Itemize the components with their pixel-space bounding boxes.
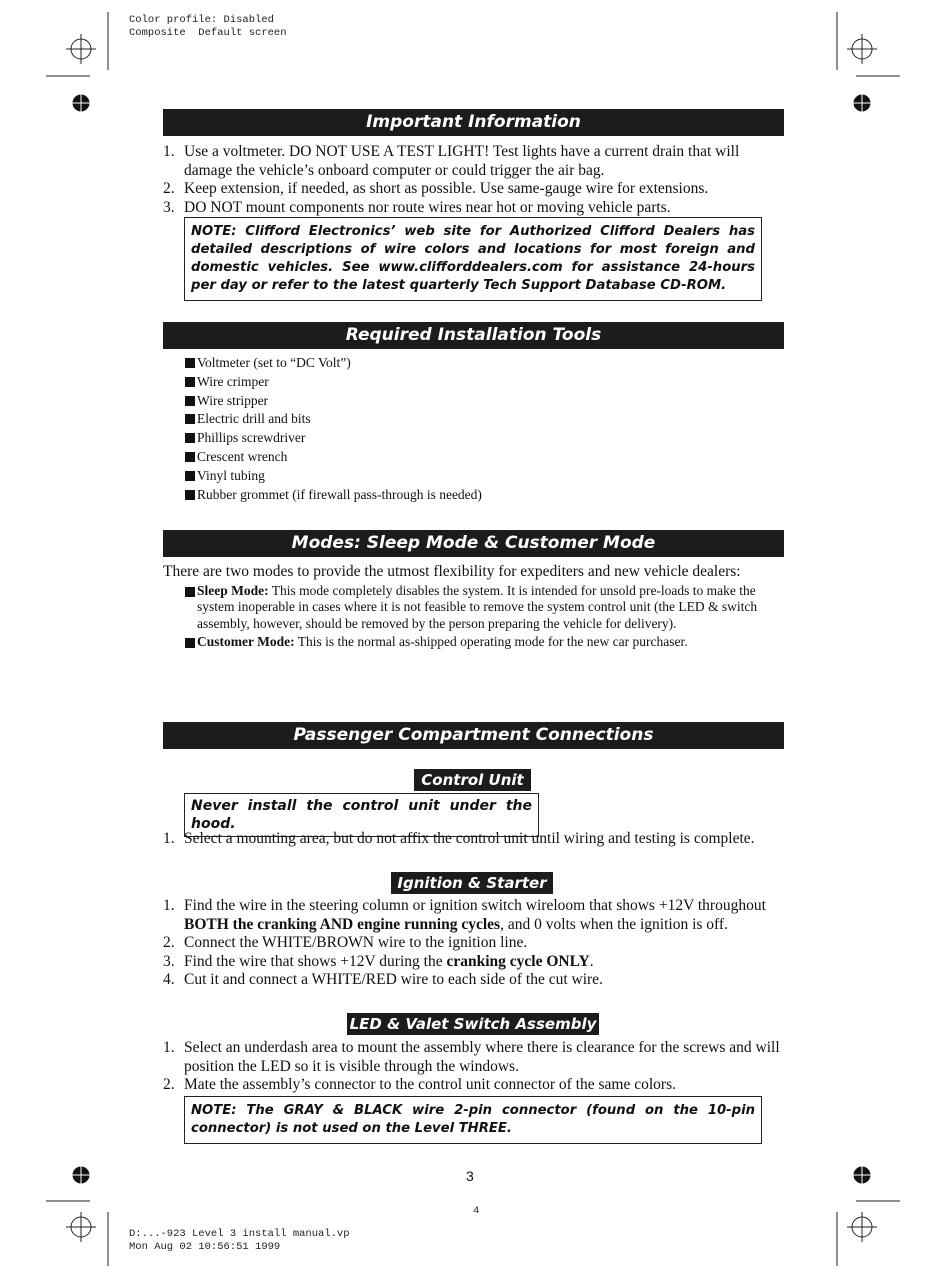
list-item: 2. Mate the assembly’s connector to the control unit connector of the same colors.: [163, 1076, 676, 1093]
list-item: 1. Use a voltmeter. DO NOT USE A TEST LIGHT! Test lights have a current drain that will damage the vehicle’s onboard computer or could trigger the air bag.: [163, 143, 740, 179]
list-item: Rubber grommet (if firewall pass-through is needed): [185, 486, 482, 505]
square-bullet-icon: [185, 396, 195, 406]
clifford-website-note: NOTE: Clifford Electronics’ web site for Authorized Clifford Dealers has detailed descriptions of wire colors and locations for most foreign and domestic vehicles. See www.clifforddealers.com for assistance 24-hours per day or refer to the latest quarterly Tech Support Database CD-ROM.: [184, 217, 762, 301]
list-item: 3. DO NOT mount components nor route wires near hot or moving vehicle parts.: [163, 198, 671, 216]
square-bullet-icon: [185, 414, 195, 424]
list-item: Crescent wrench: [185, 448, 482, 467]
control-unit-heading: Control Unit: [414, 769, 531, 791]
gray-black-connector-note: NOTE: The GRAY & BLACK wire 2-pin connector (found on the 10-pin connector) is not used on the Level THREE.: [184, 1096, 762, 1144]
led-valet-heading: LED & Valet Switch Assembly: [347, 1013, 599, 1035]
list-item: Sleep Mode: This mode completely disables the system. It is intended for unsold pre-loads to make the system inoperable in cases where it is not feasible to remove the system control unit (the LED & switch assembly, however, should be removed by the person preparing the vehicle for delivery).: [185, 583, 785, 632]
list-item: 1. Select an underdash area to mount the assembly where there is clearance for the screws and will position the LED so it is visible through the windows.: [163, 1039, 780, 1075]
ignition-heading: Ignition & Starter: [391, 872, 553, 894]
list-item: Wire stripper: [185, 392, 482, 411]
list-item: Customer Mode: This is the normal as-shipped operating mode for the new car purchaser.: [185, 634, 785, 650]
modes-heading: Modes: Sleep Mode & Customer Mode: [163, 530, 784, 557]
square-bullet-icon: [185, 433, 195, 443]
list-item: Electric drill and bits: [185, 410, 482, 429]
list-item: Voltmeter (set to “DC Volt”): [185, 354, 482, 373]
print-footer-file: D:...-923 Level 3 install manual.vp: [129, 1228, 350, 1240]
led-valet-list: [163, 1039, 784, 1095]
list-item: Phillips screwdriver: [185, 429, 482, 448]
list-item: 1. Find the wire in the steering column or ignition switch wireloom that shows +12V throughout BOTH the cranking AND engine running cycles, and 0 volts when the ignition is off.: [163, 897, 766, 933]
square-bullet-icon: [185, 358, 195, 368]
square-bullet-icon: [185, 490, 195, 500]
passenger-heading: Passenger Compartment Connections: [163, 722, 784, 749]
square-bullet-icon: [185, 587, 195, 597]
list-item: 2. Connect the WHITE/BROWN wire to the ignition line.: [163, 934, 528, 951]
tools-list: [185, 354, 482, 504]
list-item: 1. Select a mounting area, but do not affix the control unit until wiring and testing is complete.: [163, 830, 755, 847]
square-bullet-icon: [185, 638, 195, 648]
print-sheet-number: 4: [473, 1205, 480, 1217]
square-bullet-icon: [185, 471, 195, 481]
control-unit-warning: Never install the control unit under the hood.: [184, 793, 539, 837]
list-item: Vinyl tubing: [185, 467, 482, 486]
list-item: Wire crimper: [185, 373, 482, 392]
important-info-heading: Important Information: [163, 109, 784, 136]
list-item: 3. Find the wire that shows +12V during the cranking cycle ONLY.: [163, 952, 594, 970]
modes-intro: There are two modes to provide the utmost flexibility for expediters and new vehicle dealers:: [163, 563, 741, 580]
square-bullet-icon: [185, 452, 195, 462]
square-bullet-icon: [185, 377, 195, 387]
print-header-composite: Composite Default screen: [129, 27, 287, 39]
control-unit-list: [163, 830, 784, 849]
tools-heading: Required Installation Tools: [163, 322, 784, 349]
page-number: 3: [466, 1168, 474, 1184]
modes-list: [185, 583, 785, 652]
important-info-list: [163, 143, 784, 217]
list-item: 4. Cut it and connect a WHITE/RED wire to each side of the cut wire.: [163, 971, 603, 988]
ignition-list: [163, 897, 784, 990]
print-header-profile: Color profile: Disabled: [129, 14, 274, 26]
list-item: 2. Keep extension, if needed, as short as possible. Use same-gauge wire for extensions.: [163, 180, 709, 197]
print-footer-date: Mon Aug 02 10:56:51 1999: [129, 1241, 281, 1253]
